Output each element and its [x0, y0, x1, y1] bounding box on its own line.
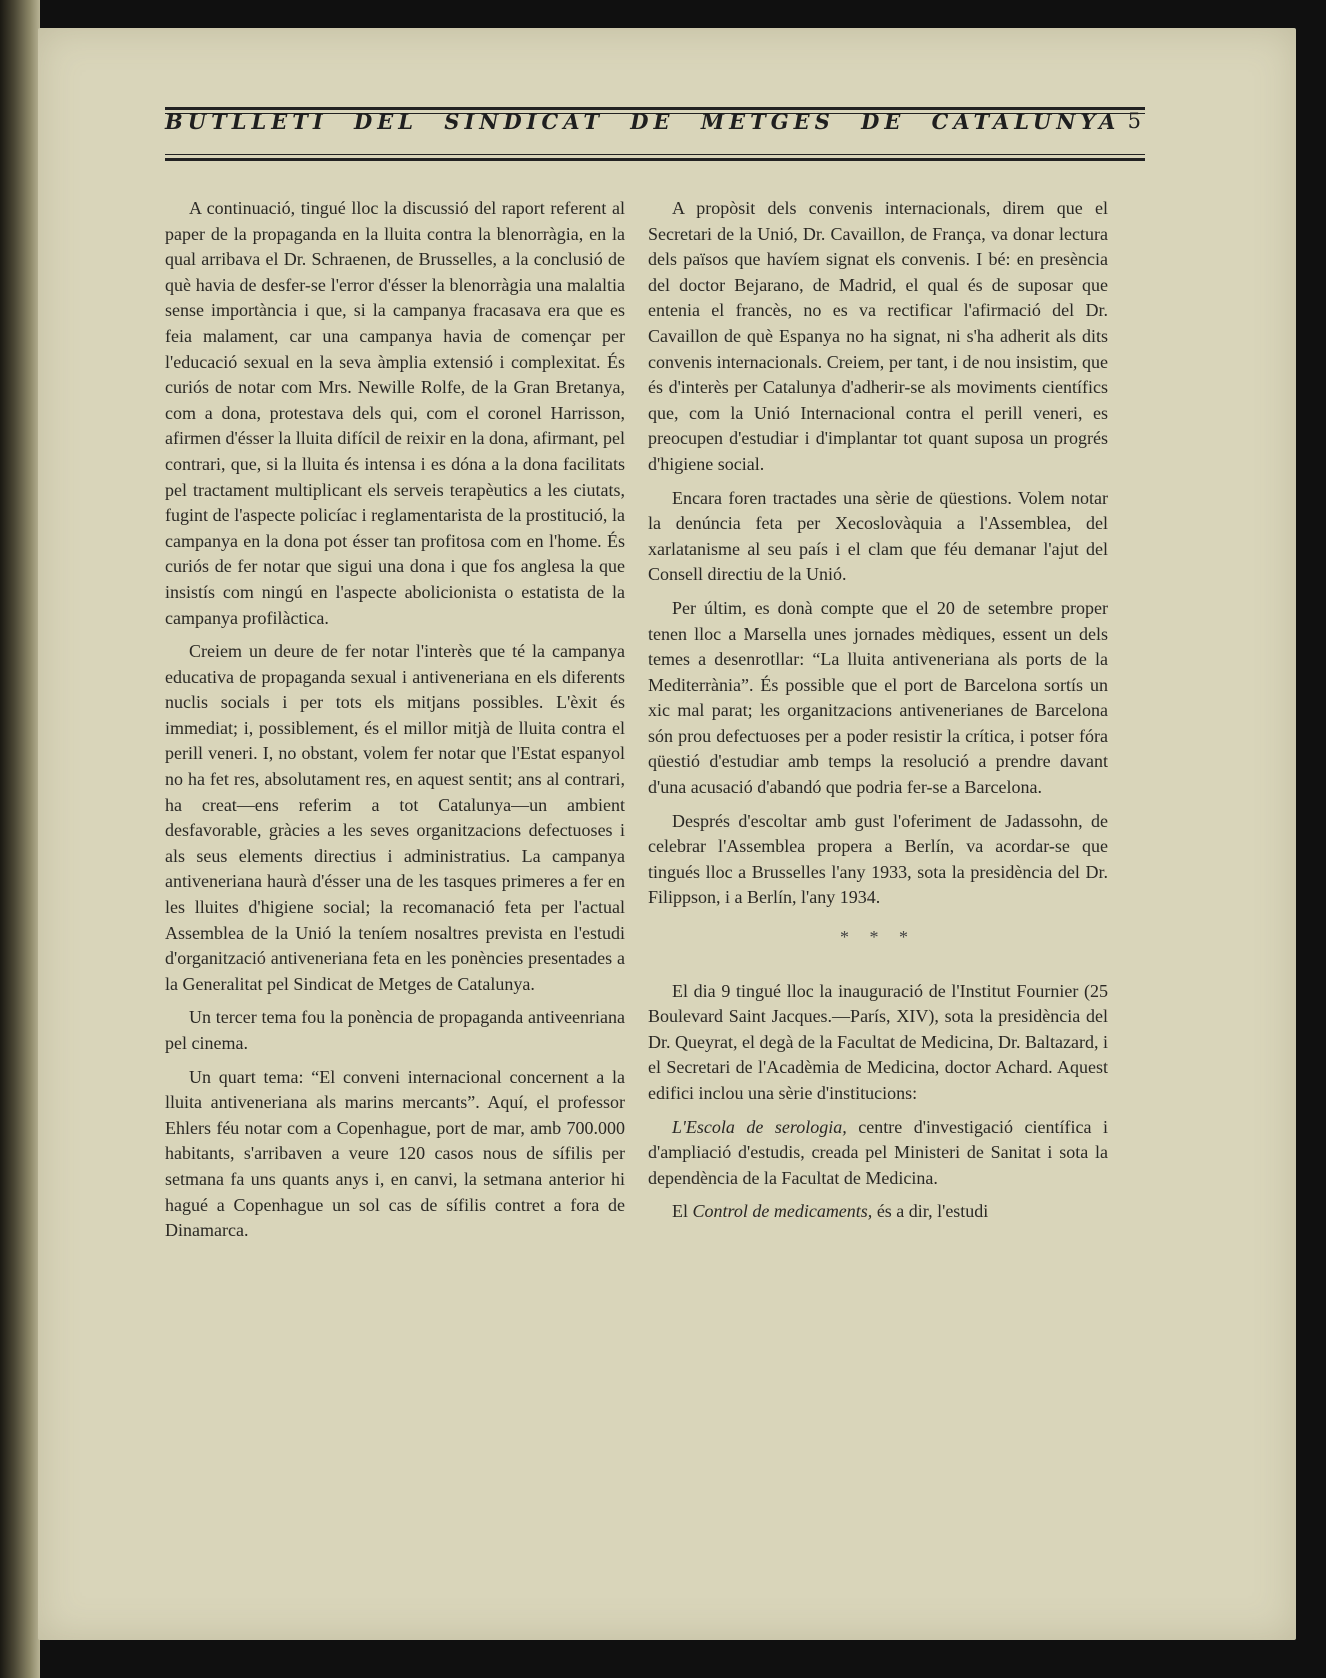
paragraph: A continuació, tingué lloc la discussió del raport referent al paper de la propaganda en la lluita contra la blenorràgia, en la qual arribava el Dr. Schraenen, de Brusselles, a la conclusió de què havia de desfer-se l'error d'ésser la blenorràgia una malaltia sense importància i que, si la campanya fracasava era que es feia malament, car una campanya havia de començar per l'educació sexual en la seva àmplia extensió i complexitat. És curiós de notar com Mrs. Newille Rolfe, de la Gran Bretanya, com a dona, protestava dels qui, com el coronel Harrisson, afirmen d'ésser la lluita difícil de reixir en la dona, afirmant, pel contrari, que, si la lluita és intensa i es dóna a la dona facilitats pel tractament multiplicant els serveis terapèutics a les ciutats, fugint de l'aspecte policíac i reglamentarista de la prostitució, la campanya en la dona pot ésser tan profitosa com en l'home. És curiós de fer notar que sigui una dona i que fos anglesa la que insistís com ningú en l'aspecte abolicionista o estatista de la campanya profilàctica. [165, 198, 625, 628]
paragraph-prefix: El [672, 1201, 693, 1222]
section-separator: * * * [840, 927, 916, 948]
page-number: 5 [1127, 109, 1141, 133]
paragraph: Després d'escoltar amb gust l'oferiment de Jadassohn, de celebrar l'Assemblea propera a Berlín, va acordar-se que tingués lloc a Brusselles l'any 1933, sota la presidència del Dr. Filippson, i a Berlín, l'any 1934. [648, 810, 1108, 908]
paragraph: Un tercer tema fou la ponència de propaganda antiveenriana pel cinema. [165, 1007, 625, 1053]
paragraph: Creiem un deure de fer notar l'interès que té la campanya educativa de propaganda sexual i antiveneriana en els diferents nuclis socials i per tots els mitjans possibles. L'èxit és immediat; i, possiblement, és el millor mitjà de lluita contra el perill veneri. I, no obstant, volem fer notar que l'Estat espanyol no ha fet res, absolutament res, en aquest sentit; ans al contrari, ha creat—ens referim a tot Catalunya—un ambient desfavorable, gràcies a les seves organitzacions defectuoses i als seus elements directius i administratius. La campanya antiveneriana haurà d'ésser una de les tasques primeres a fer en les lluites d'higiene social; la recomanació feta per l'actual Assemblea de la Unió la teníem nosaltres prevista en l'estudi d'organització antiveneriana feta en les ponències presentades a la Generalitat pel Sindicat de Metges de Catalunya. [165, 641, 625, 994]
header-rule-bottom-thin [165, 154, 1145, 155]
paragraph: El dia 9 tingué lloc la inauguració de l'Institut Fournier (25 Boulevard Saint Jacques.—París, XIV), sota la presidència del Dr. Queyrat, el degà de la Facultat de Medicina, Dr. Baltazard, i el Secretari de l'Acadèmia de Medicina, doctor Achard. Aquest edifici inclou una sèrie d'institucions: [648, 980, 1108, 1103]
right-column [648, 196, 1108, 1233]
paragraph-text: és a dir, l'estudi [872, 1201, 989, 1222]
paragraph-text: centre d'investigació científica i d'ampliació d'estudis, creada pel Ministeri de Sanitat i sota la dependència de la Facultat de Medicina. [648, 1116, 1108, 1188]
left-column [165, 196, 625, 1252]
binding-spine [0, 0, 40, 1678]
paragraph: Per últim, es donà compte que el 20 de setembre proper tenen lloc a Marsella unes jornades mèdiques, essent un dels temes a desenrotllar: “La lluita antiveneriana als ports de la Mediterrània”. És possible que el port de Barcelona sortís un xic mal parat; les organitzacions antivenerianes de Barcelona són prou defectuoses per a poder resistir la crítica, i potser fóra qüestió d'estudiar amb temps la resolució a prendre davant d'una acusació d'abandó que podria fer-se a Barcelona. [648, 597, 1108, 798]
italic-term: Control de medicaments, [692, 1201, 873, 1222]
paragraph: Encara foren tractades una sèrie de qüestions. Volem notar la denúncia feta per Xecoslovàquia a l'Assemblea, del xarlatanisme al seu país i el clam que féu demanar l'ajut del Consell directiu de la Unió. [648, 487, 1108, 585]
paragraph: Un quart tema: “El conveni internacional concernent a la lluita antiveneriana als marins mercants”. Aquí, el professor Ehlers féu notar com a Copenhague, port de mar, amb 700.000 habitants, s'arribaven a veure 120 casos nous de sífilis per setmana fa uns quants anys i, en canvi, la setmana anterior hi hagué a Copenhague un sol cas de sífilis contret a fora de Dinamarca. [165, 1066, 625, 1241]
journal-title: BUTLLETI DEL SINDICAT DE METGES DE CATALUNYA [165, 109, 1121, 134]
running-header [165, 98, 1145, 148]
header-rule-bottom-thick [165, 158, 1145, 161]
italic-term: L'Escola de serologia, [672, 1116, 847, 1137]
paragraph [648, 1199, 1108, 1225]
paragraph [648, 1115, 1108, 1192]
paragraph: A propòsit dels convenis internacionals, direm que el Secretari de la Unió, Dr. Cavaillon, de França, va donar lectura dels països que havíem signat els convenis. I bé: en presència del doctor Bejarano, de Madrid, el qual és de suposar que entenia el francès, no es va rectificar l'afirmació del Dr. Cavaillon de què Espanya no ha signat, ni s'ha adherit als dits convenis internacionals. Creiem, per tant, i de nou insistim, que és d'interès per Catalunya d'adherir-se als moviments científics que, com la Unió Internacional contra el perill veneri, es preocupen d'estudiar i d'implantar tot quant suposa un progrés d'higiene social. [648, 198, 1108, 474]
